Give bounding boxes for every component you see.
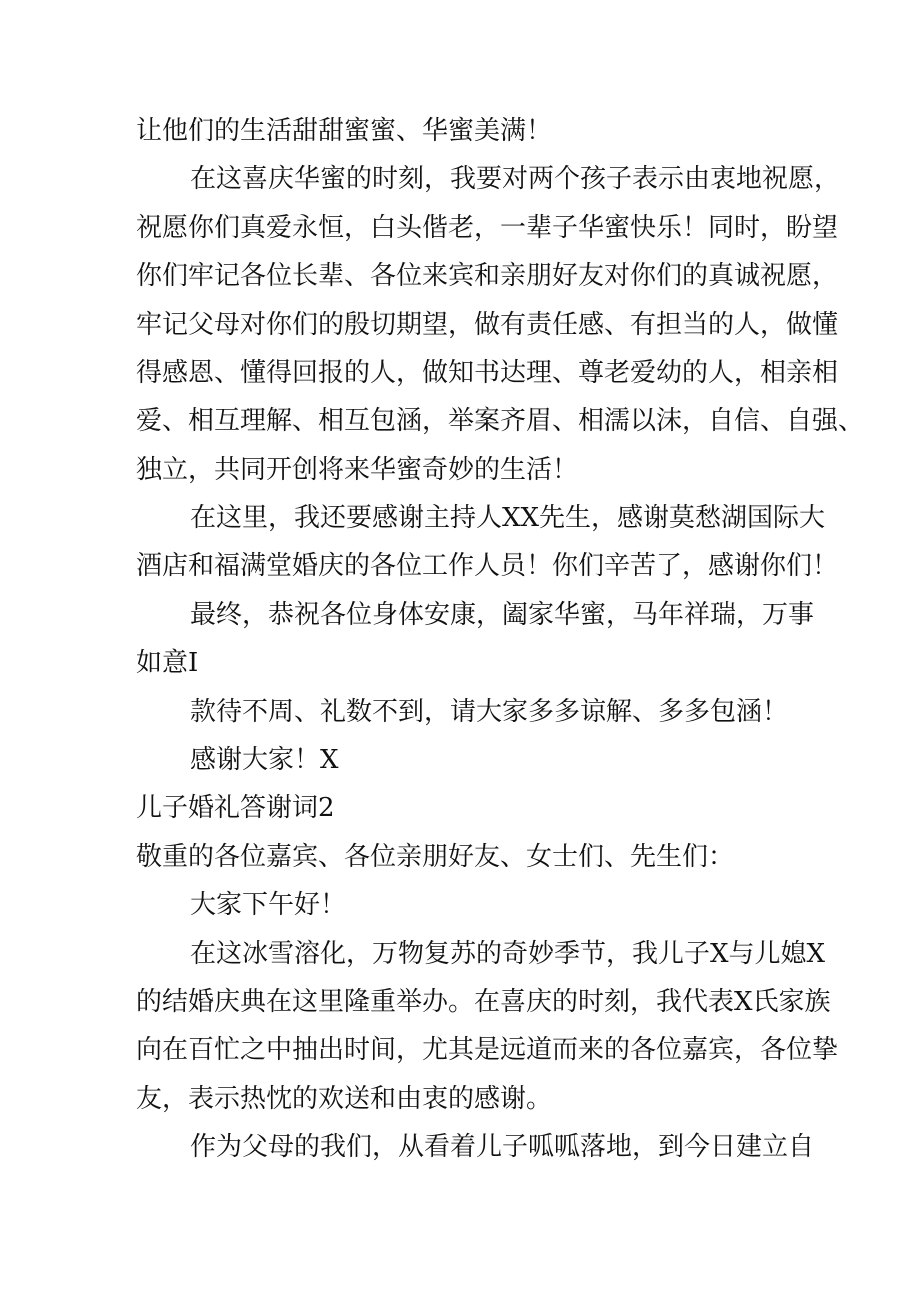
- paragraph-line: 最终，恭祝各位身体安康，阖家华蜜，马年祥瑞，万事: [190, 600, 815, 630]
- paragraph-line: 如意I: [136, 648, 199, 678]
- paragraph-line: 在这冰雪溶化，万物复苏的奇妙季节，我儿子X与儿媳X: [190, 939, 826, 969]
- paragraph-line: 向在百忙之中抽出时间，尤其是远道而来的各位嘉宾，各位挚: [136, 1035, 839, 1065]
- paragraph-line: 爱、相互理解、相互包涵，举案齐眉、相濡以沫，自信、自强、: [136, 406, 865, 436]
- paragraph-line: 你们牢记各位长辈、各位来宾和亲朋好友对你们的真诚祝愿，: [136, 261, 839, 291]
- paragraph-line: 的结婚庆典在这里隆重举办。在喜庆的时刻，我代表X氏家族: [136, 987, 831, 1017]
- paragraph-line: 酒店和福满堂婚庆的各位工作人员！你们辛苦了，感谢你们！: [136, 551, 839, 581]
- paragraph-line: 牢记父母对你们的殷切期望，做有责任感、有担当的人，做懂: [136, 310, 839, 340]
- paragraph-line: 在这喜庆华蜜的时刻，我要对两个孩子表示由衷地祝愿，: [190, 164, 841, 194]
- salutation-line: 敬重的各位嘉宾、各位亲朋好友、女士们、先生们：: [136, 842, 735, 872]
- paragraph-line: 款待不周、礼数不到，请大家多多谅解、多多包涵！: [190, 697, 789, 727]
- paragraph-line: 独立，共同开创将来华蜜奇妙的生活！: [136, 455, 579, 485]
- paragraph-line: 得感恩、懂得回报的人，做知书达理、尊老爱幼的人，相亲相: [136, 358, 839, 388]
- paragraph-line: 作为父母的我们，从看着儿子呱呱落地，到今日建立自: [190, 1132, 815, 1162]
- paragraph-line: 感谢大家！X: [190, 745, 339, 775]
- paragraph-line: 友，表示热忱的欢送和由衷的感谢。: [136, 1084, 553, 1114]
- paragraph-line: 让他们的生活甜甜蜜蜜、华蜜美满！: [136, 116, 553, 146]
- paragraph-line: 在这里，我还要感谢主持人XX先生，感谢莫愁湖国际大: [190, 503, 826, 533]
- section-heading: 儿子婚礼答谢词2: [136, 793, 335, 823]
- greeting-line: 大家下午好！: [190, 890, 347, 920]
- paragraph-line: 祝愿你们真爱永恒，白头偕老，一辈子华蜜快乐！同时，盼望: [136, 213, 839, 243]
